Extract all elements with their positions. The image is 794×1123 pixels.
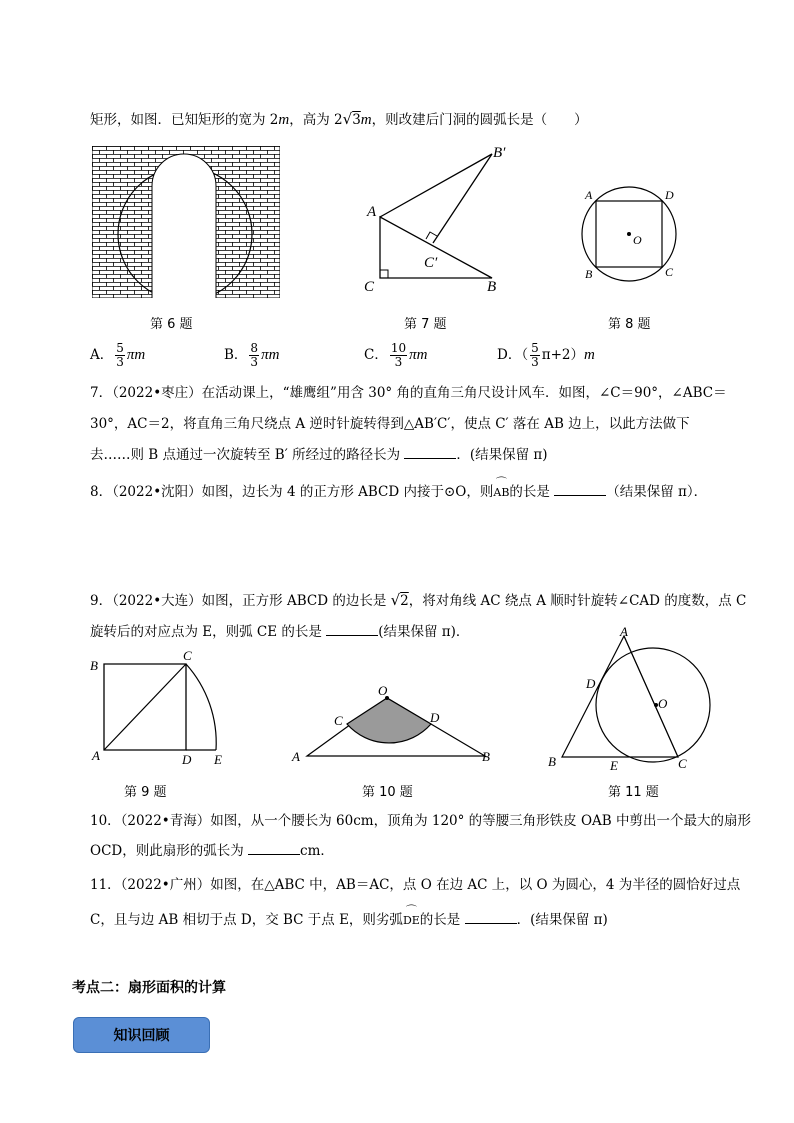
q11-line1: 11．（2022•广州）如图，在△ABC 中，AB＝AC，点 O 在边 AC 上，以 O 为圆心，4 为半径的圆恰好过点 [90,877,741,893]
f8-label-C: C [665,265,674,279]
figure-9-square-arc [88,650,238,770]
q7-line2: 30°，AC＝2，将直角三角尺绕点 A 逆时针旋转得到△AB′C′，使点 C′ 落在 AB 边上，以此方法做下 [90,416,690,432]
f9-label-C: C [183,650,192,663]
caption-fig6: 第 6 题 [150,317,193,332]
q11-line2: C，且与边 AB 相切于点 D，交 BC 于点 E，则劣弧⌒ DE的长是 ．(结果保留 π) [90,911,608,930]
f11-label-O: O [658,696,668,711]
f11-label-C: C [678,756,687,771]
f7-label-C-prime: C′ [424,255,438,271]
caption-fig9: 第 9 题 [124,785,167,800]
q11-answer-blank [465,911,517,924]
q9-answer-blank [326,623,378,636]
f11-label-E: E [610,758,618,773]
figure-8-circle-square [578,180,688,290]
f9-label-D: D [182,752,192,767]
caption-fig10: 第 10 题 [362,785,413,800]
option-a: A． $\frac{5}{3}$ πm [90,341,146,369]
q8-text: 8．（2022•沈阳）如图，边长为 4 的正方形 ABCD 内接于⊙O，则⌒ AB的长是 （结果保留 π）． [90,483,707,502]
f9-label-B: B [90,658,98,673]
caption-fig8: 第 8 题 [608,317,651,332]
q7-line1: 7．（2022•枣庄）在活动课上，“雄鹰组”用含 30° 角的直角三角尺设计风车．如图，∠C＝90°，∠ABC＝ [90,385,727,401]
option-d: D．（ $\frac{5}{3}$ π+2）m [497,341,595,369]
f9-label-A: A [92,748,100,763]
q10-line1: 10．（2022•青海）如图，从一个腰长为 60cm，顶角为 120° 的等腰三角形铁皮 OAB 中剪出一个最大的扇形 [90,813,751,829]
f10-label-B: B [482,749,490,764]
f11-label-D: D [586,676,596,691]
q6-text: 矩形，如图．已知矩形的宽为 2m，高为 2√3m，则改建后门洞的圆弧长是（ ） [90,110,588,128]
figure-7-triangle [360,140,520,300]
f10-label-C: C [334,713,343,728]
f7-label-B-prime: B′ [493,145,506,161]
caption-fig11: 第 11 题 [608,785,659,800]
f11-label-B: B [548,754,556,769]
f10-label-D: D [430,710,440,725]
knowledge-review-button[interactable]: 知识回顾 [73,1017,210,1053]
option-c: C． $\frac{10}{3}$ πm [364,341,428,369]
figure-11-triangle-circle [540,626,720,774]
f9-label-E: E [214,752,222,767]
figure-6-brick-wall [92,146,280,298]
section-heading: 考点二：扇形面积的计算 [72,980,226,996]
f7-label-A: A [367,204,377,220]
f8-label-O: O [633,233,642,247]
option-b: B． $\frac{8}{3}$ πm [224,341,280,369]
q9-line2: 旋转后的对应点为 E，则弧 CE 的长是 (结果保留 π)． [90,624,470,640]
q7-answer-blank [404,446,456,459]
f8-label-A: A [585,188,593,202]
f11-label-A: A [620,626,628,639]
caption-fig7: 第 7 题 [404,317,447,332]
q9-line1: 9．（2022•大连）如图，正方形 ABCD 的边长是 √2，将对角线 AC 绕点 A 顺时针旋转∠CAD 的度数，点 C [90,591,747,609]
f8-label-D: D [665,188,674,202]
q10-answer-blank [248,842,300,855]
f8-label-B: B [585,267,593,281]
q7-line3: 去……则 B 点通过一次旋转至 B′ 所经过的路径长为 ．(结果保留 π) [90,447,548,463]
figure-10-sector [290,683,500,768]
f7-label-B: B [487,279,497,295]
f7-label-C: C [364,279,375,295]
q10-line2: OCD，则此扇形的弧长为 cm． [90,843,334,859]
f10-label-A: A [292,749,300,764]
q8-answer-blank [554,483,606,496]
f10-label-O: O [378,683,388,698]
